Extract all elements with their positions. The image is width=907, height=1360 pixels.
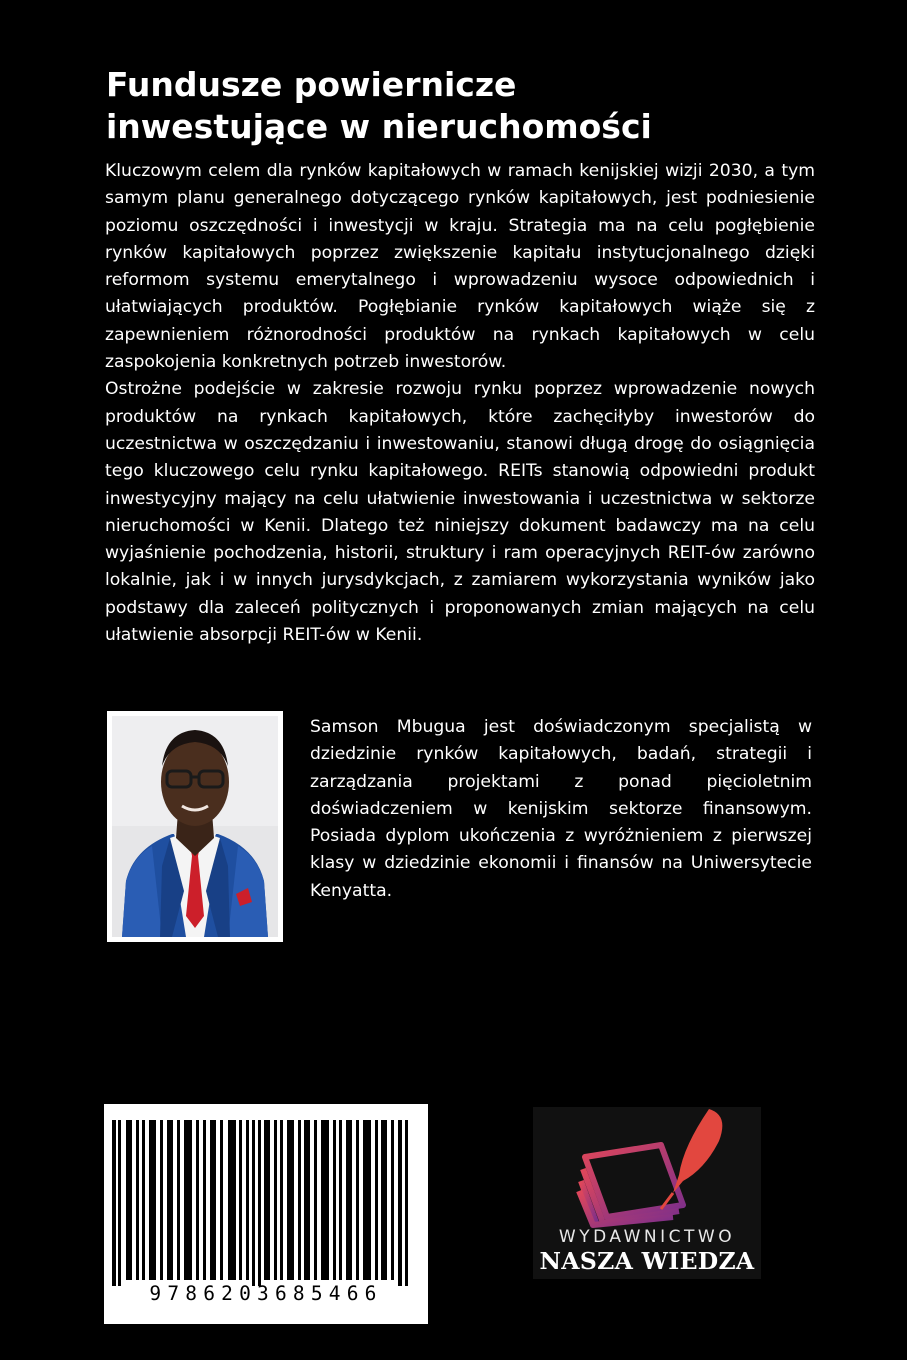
isbn-number: 9786203685466 bbox=[149, 1282, 383, 1305]
description-paragraph-2: Ostrożne podejście w zakresie rozwoju rynku poprzez wprowadzenie nowych produktów na rynkach kapitałowych, które zachęciłyby inwestorów do uczestnictwa w oszczędzaniu i inwestowaniu, stanowi długą drogę do osiągnięcia tego kluczowego celu rynku kapitałowego. REITs stanowią odpowiedni produkt inwestycyjny mający na celu ułatwienie inwestowania i uczestnictwa w sektorze nieruchomości w Kenii. Dlatego też niniejszy dokument badawczy ma na celu wyjaśnienie pochodzenia, historii, struktury i ram operacyjnych REIT-ów zarówno lokalnie, jak i w innych jurysdykcjach, z zamiarem wykorzystania wyników jako podstawy dla zaleceń politycznych i proponowanych zmian mających na celu ułatwienie absorpcji REIT-ów w Kenii. bbox=[105, 379, 815, 646]
book-title-line2: inwestujące w nieruchomości bbox=[106, 107, 652, 146]
book-title-line1: Fundusze powiernicze bbox=[106, 65, 517, 104]
author-portrait-image bbox=[112, 716, 278, 937]
publisher-name-line2: NASZA WIEDZA bbox=[539, 1247, 755, 1275]
book-title bbox=[106, 64, 826, 148]
publisher-logo bbox=[533, 1107, 761, 1279]
author-photo bbox=[107, 711, 283, 942]
description-paragraph-1: Kluczowym celem dla rynków kapitałowych w ramach kenijskiej wizji 2030, a tym samym planu generalnego dotyczącego rynków kapitałowych, jest podniesienie poziomu oszczędności i inwestycji w kraju. Strategia ma na celu pogłębienie rynków kapitałowych poprzez zwiększenie kapitału instytucjonalnego dzięki reformom systemu emerytalnego i wprowadzeniu wysoce odpowiednich i ułatwiających produktów. Pogłębianie rynków kapitałowych wiąże się z zapewnieniem różnorodności produktów na rynkach kapitałowych w celu zaspokojenia konkretnych potrzeb inwestorów. bbox=[105, 161, 815, 373]
barcode bbox=[104, 1104, 428, 1324]
author-bio: Samson Mbugua jest doświadczonym specjalistą w dziedzinie rynków kapitałowych, badań, strategii i zarządzania projektami z ponad pięcioletnim doświadczeniem w kenijskim sektorze finansowym. Posiada dyplom ukończenia z wyróżnieniem z pierwszej klasy w dziedzinie ekonomii i finansów na Uniwersytecie Kenyatta. bbox=[310, 717, 812, 901]
book-description bbox=[105, 158, 815, 649]
publisher-name-line1: WYDAWNICTWO bbox=[558, 1227, 736, 1247]
